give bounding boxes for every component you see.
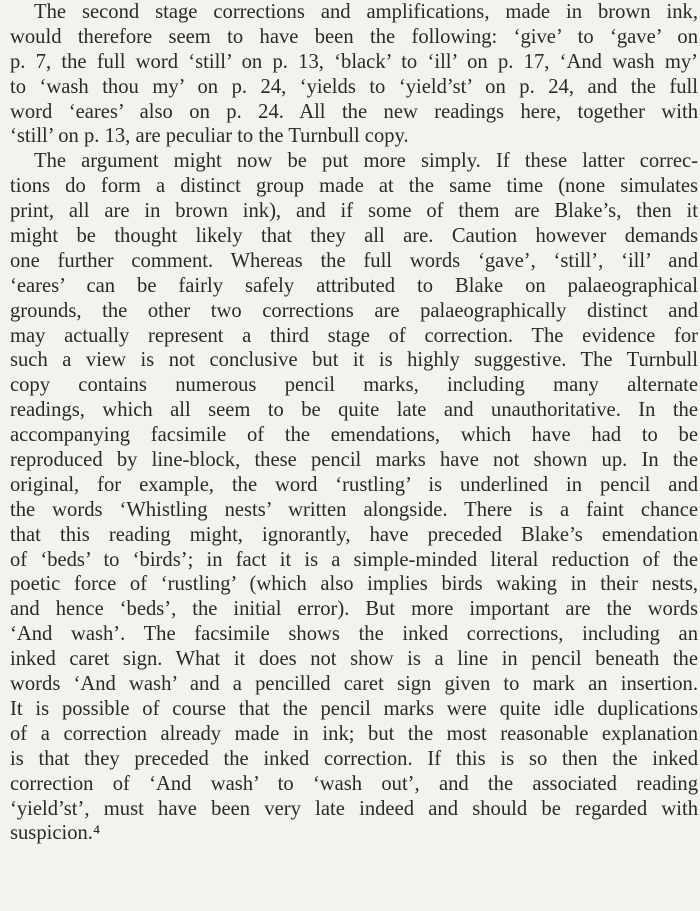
text-line: one further comment. Whereas the full words ‘gave’, ‘still’, ‘ill’ and [10, 249, 698, 272]
text-line: print, all are in brown ink), and if some of them are Blake’s, then it [10, 200, 698, 223]
text-line: of a correction already made in ink; but the most reasonable explanation [10, 722, 698, 745]
paragraph-1 [10, 0, 698, 149]
text-line: original, for example, the word ‘rustling’ is underlined in pencil and [10, 473, 698, 496]
text-line: may actually represent a third stage of correction. The evidence for [10, 324, 698, 347]
text-line: grounds, the other two corrections are palaeographically distinct and [10, 299, 698, 322]
text-line: reproduced by line-block, these pencil marks have not shown up. In the [10, 449, 698, 472]
text-line: ‘And wash’. The facsimile shows the inked corrections, including an [10, 623, 698, 646]
text-line: accompanying facsimile of the emendations, which have had to be [10, 424, 698, 447]
text-line: ‘eares’ can be fairly safely attributed to Blake on palaeographical [10, 274, 698, 297]
text-line: copy contains numerous pencil marks, including many alternate [10, 374, 698, 397]
text-line: and hence ‘beds’, the initial error). But more important are the words [10, 598, 698, 621]
text-line: might be thought likely that they all are. Caution however demands [10, 225, 698, 248]
text-line: the words ‘Whistling nests’ written alongside. There is a faint chance [10, 498, 698, 521]
text-line: ‘yield’st’, must have been very late indeed and should be regarded with [10, 797, 698, 820]
text-line: of ‘beds’ to ‘birds’; in fact it is a simple-minded literal reduction of the [10, 548, 698, 571]
paragraph-2 [10, 149, 698, 846]
text-line: The argument might now be put more simply. If these latter correc- [34, 150, 698, 173]
text-line: would therefore seem to have been the following: ‘give’ to ‘gave’ on [10, 25, 698, 48]
text-line: word ‘eares’ also on p. 24. All the new readings here, together with [10, 100, 698, 123]
text-line: tions do form a distinct group made at the same time (none simulates [10, 175, 698, 198]
text-line: p. 7, the full word ‘still’ on p. 13, ‘black’ to ‘ill’ on p. 17, ‘And wash my’ [10, 50, 698, 73]
document-page [10, 0, 698, 911]
text-line: that this reading might, ignorantly, have preceded Blake’s emendation [10, 523, 698, 546]
text-line: words ‘And wash’ and a pencilled caret sign given to mark an insertion. [10, 673, 698, 696]
text-line: readings, which all seem to be quite late and unauthoritative. In the [10, 399, 698, 422]
text-line: inked caret sign. What it does not show is a line in pencil beneath the [10, 648, 698, 671]
text-line: to ‘wash thou my’ on p. 24, ‘yields to ‘yield’st’ on p. 24, and the full [10, 75, 698, 98]
text-line: is that they preceded the inked correction. If this is so then the inked [10, 747, 698, 770]
text-line: such a view is not conclusive but it is highly suggestive. The Turnbull [10, 349, 698, 372]
text-line: suspicion.⁴ [10, 822, 101, 845]
text-line: correction of ‘And wash’ to ‘wash out’, and the associated reading [10, 772, 698, 795]
text-line: The second stage corrections and amplifications, made in brown ink, [34, 1, 698, 23]
text-line: poetic force of ‘rustling’ (which also implies birds waking in their nests, [10, 573, 698, 596]
text-line: ‘still’ on p. 13, are peculiar to the Turnbull copy. [10, 125, 409, 148]
text-line: It is possible of course that the pencil marks were quite idle duplications [10, 697, 698, 720]
